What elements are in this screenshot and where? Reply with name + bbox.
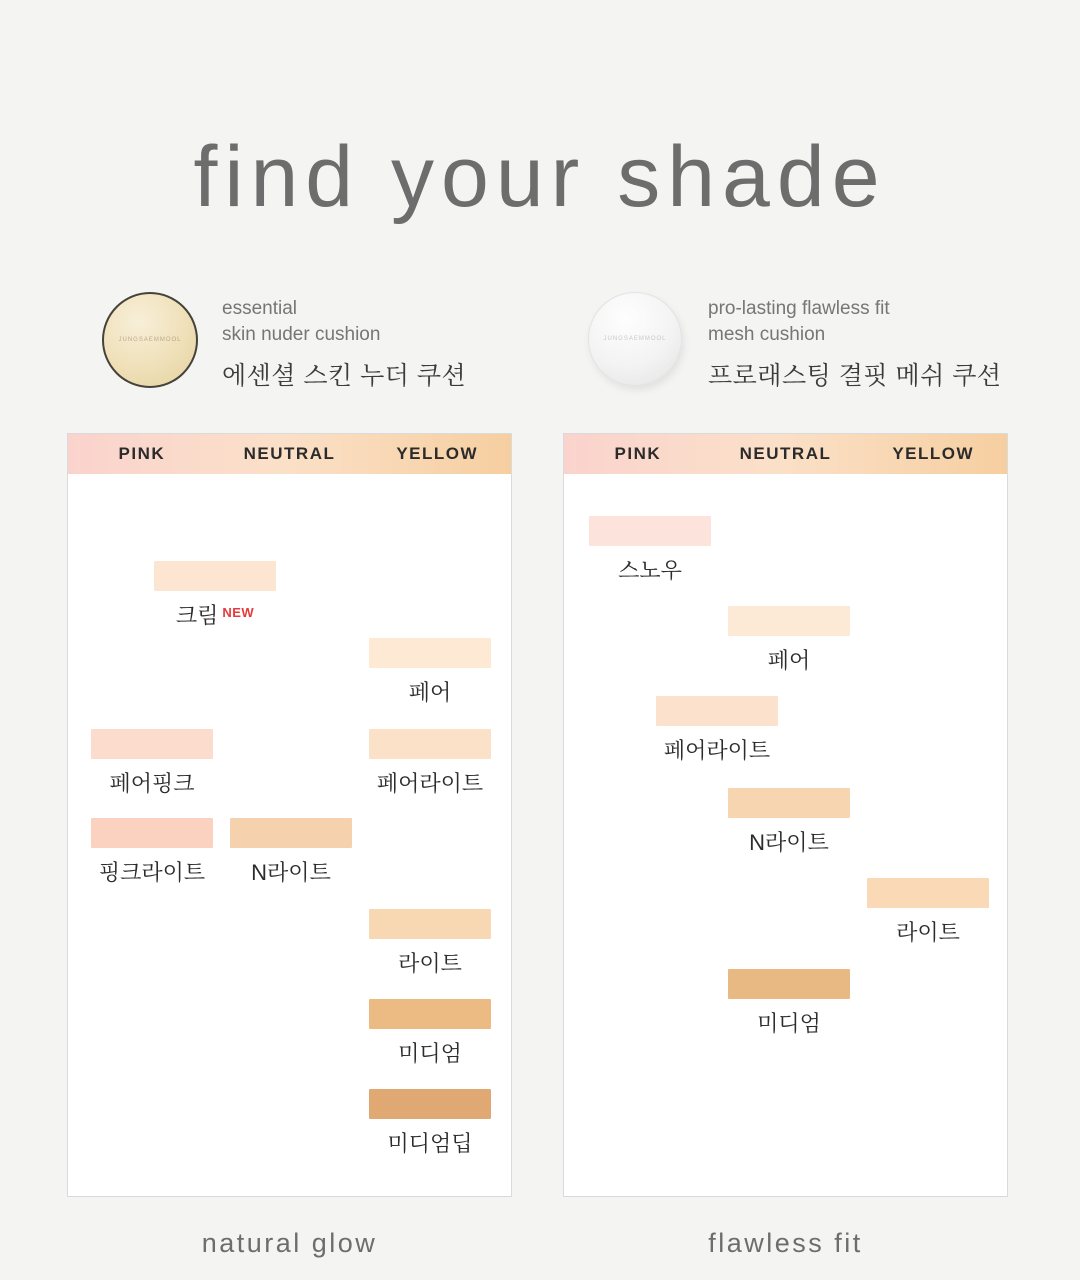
shade-label-cream xyxy=(154,599,276,630)
cushion-compact-beige xyxy=(102,292,198,388)
shade-swatch-snow xyxy=(589,516,711,546)
column-label-pink: PINK xyxy=(614,444,662,463)
brand-logo-text: JUNGSAEMMOOL xyxy=(603,336,667,342)
shade-label-n-light xyxy=(230,856,352,887)
shade-name-text: 미디엄 xyxy=(757,1011,821,1036)
brand-logo-text: JUNGSAEMMOOL xyxy=(118,337,182,343)
shade-grid xyxy=(564,474,1007,1196)
shade-swatch-fair-light xyxy=(369,729,491,759)
footer-label-natural-glow: natural glow xyxy=(201,1228,378,1258)
product-name-korean: 에센셜 스킨 누더 쿠션 xyxy=(222,362,467,390)
shade-label-snow xyxy=(589,554,711,585)
shade-name-text: N라이트 xyxy=(749,830,829,855)
product-essential-text xyxy=(222,296,552,392)
shade-label-medium xyxy=(369,1037,491,1068)
shade-label-light xyxy=(369,947,491,978)
shade-name-text: 미디엄 xyxy=(398,1041,462,1066)
shade-swatch-n-light xyxy=(728,788,850,818)
shade-name-text: 페어핑크 xyxy=(109,771,195,796)
shade-name-text: 페어 xyxy=(408,680,452,705)
shade-name-text: 라이트 xyxy=(398,951,462,976)
shade-swatch-fair-pink xyxy=(91,729,213,759)
shade-swatch-light xyxy=(867,878,989,908)
shade-label-pink-light xyxy=(91,856,213,887)
shade-label-light xyxy=(867,916,989,947)
shade-panel-natural-glow xyxy=(67,433,512,1197)
product-name-en-line1: essential xyxy=(222,298,297,319)
shade-name-text: 페어라이트 xyxy=(376,771,484,796)
shade-swatch-n-light xyxy=(230,818,352,848)
shade-swatch-medium xyxy=(728,969,850,999)
shade-label-medium-deep xyxy=(369,1127,491,1158)
new-badge: NEW xyxy=(222,605,255,620)
shade-panel-flawless-fit xyxy=(563,433,1008,1197)
shade-name-text: N라이트 xyxy=(251,860,331,885)
column-label-pink: PINK xyxy=(118,444,166,463)
column-label-yellow: YELLOW xyxy=(892,444,975,463)
cushion-compact-white xyxy=(588,292,682,386)
shade-label-fair-light xyxy=(656,734,778,765)
column-label-yellow: YELLOW xyxy=(396,444,479,463)
shade-label-fair xyxy=(369,676,491,707)
shade-label-n-light xyxy=(728,826,850,857)
shade-name-text: 크림 xyxy=(175,603,219,628)
column-label-neutral: NEUTRAL xyxy=(243,444,336,463)
shade-name-text: 페어 xyxy=(767,648,811,673)
page-title: find your shade xyxy=(193,129,887,225)
product-flawless-fit-text xyxy=(708,296,1038,392)
shade-name-text: 라이트 xyxy=(896,920,960,945)
product-name-en-line2: skin nuder cushion xyxy=(222,324,381,345)
shade-name-text: 미디엄딥 xyxy=(387,1131,473,1156)
shade-grid xyxy=(68,474,511,1196)
shade-swatch-light xyxy=(369,909,491,939)
shade-swatch-cream xyxy=(154,561,276,591)
column-label-neutral: NEUTRAL xyxy=(739,444,832,463)
shade-name-text: 스노우 xyxy=(618,558,682,583)
product-name-korean: 프로래스팅 결핏 메쉬 쿠션 xyxy=(708,362,1002,390)
footer-label-flawless-fit: flawless fit xyxy=(708,1228,863,1258)
product-name-en-line1: pro-lasting flawless fit xyxy=(708,298,890,319)
undertone-header xyxy=(68,434,511,474)
shade-swatch-medium xyxy=(369,999,491,1029)
shade-swatch-fair xyxy=(369,638,491,668)
shade-label-fair xyxy=(728,644,850,675)
shade-label-fair-light xyxy=(369,767,491,798)
shade-swatch-medium-deep xyxy=(369,1089,491,1119)
product-name-en-line2: mesh cushion xyxy=(708,324,826,345)
shade-label-medium xyxy=(728,1007,850,1038)
shade-swatch-pink-light xyxy=(91,818,213,848)
shade-swatch-fair-light xyxy=(656,696,778,726)
shade-swatch-fair xyxy=(728,606,850,636)
shade-name-text: 핑크라이트 xyxy=(98,860,206,885)
undertone-header xyxy=(564,434,1007,474)
shade-name-text: 페어라이트 xyxy=(663,738,771,763)
shade-label-fair-pink xyxy=(91,767,213,798)
